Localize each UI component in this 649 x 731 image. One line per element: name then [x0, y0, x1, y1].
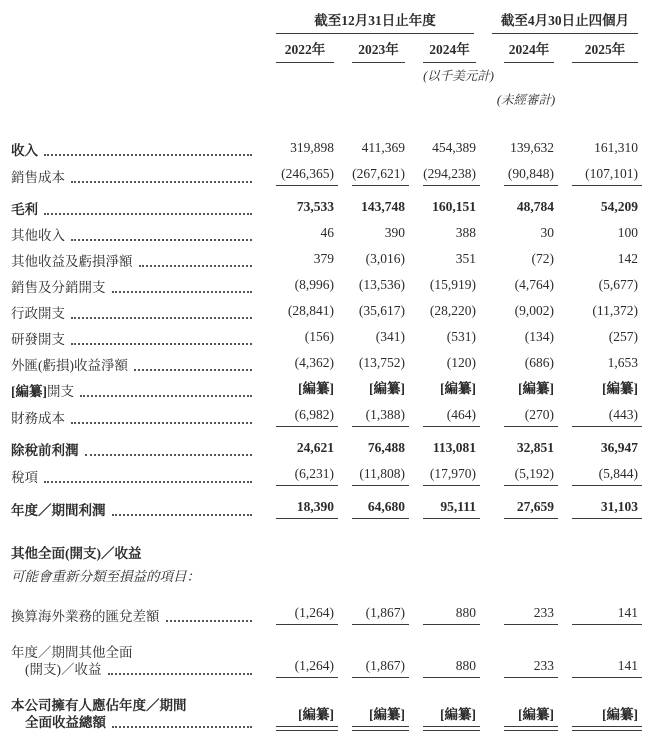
dot-leader — [44, 154, 252, 156]
table-row — [10, 270, 642, 296]
year-header-2022: 2022年 — [256, 34, 338, 63]
cell-value: (3,016) — [365, 251, 405, 266]
table-row — [10, 296, 642, 322]
cell-value: 54,209 — [600, 199, 639, 214]
dot-leader — [139, 265, 253, 267]
row-label: 年度／期間利潤 — [10, 486, 256, 519]
cell-value: [編纂] — [409, 678, 480, 731]
cell-value: (1,867) — [338, 585, 409, 625]
table-row — [10, 486, 642, 519]
cell-value: (294,238) — [409, 159, 480, 186]
cell-value: (72) — [531, 251, 555, 266]
cell-value: 379 — [313, 251, 334, 266]
cell-value: (11,372) — [592, 303, 639, 318]
dot-leader — [85, 454, 253, 456]
column-gap — [480, 486, 490, 519]
cell-value: 76,488 — [367, 440, 405, 455]
unit-note: (以千美元計) — [423, 69, 494, 83]
cell-value: (15,919) — [429, 277, 477, 292]
cell-value: [編纂] — [602, 381, 639, 396]
row-label: 研發開支 — [10, 322, 256, 348]
table-row — [10, 218, 642, 244]
cell-value: [編纂] — [558, 678, 642, 731]
cell-value: 454,389 — [432, 140, 477, 155]
cell-value: (341) — [375, 329, 405, 344]
table-row — [10, 625, 642, 678]
cell-value: 880 — [409, 585, 480, 625]
dot-leader — [71, 317, 252, 319]
header-spacer — [10, 8, 256, 34]
table-row — [10, 562, 642, 585]
row-label: 除稅前利潤 — [10, 427, 256, 459]
cell-value: 30 — [540, 225, 555, 240]
row-label: 其他收入 — [10, 218, 256, 244]
dot-leader — [71, 181, 252, 183]
column-gap — [480, 348, 490, 374]
table-row — [10, 678, 642, 731]
table-row — [10, 459, 642, 486]
cell-value: (443) — [558, 400, 642, 427]
column-gap — [480, 296, 490, 322]
row-label: 本公司擁有人應佔年度／期間 全面收益總額 — [10, 678, 256, 731]
dot-leader — [71, 343, 252, 345]
table-row — [10, 322, 642, 348]
cell-value: 141 — [558, 625, 642, 678]
cell-value: 390 — [384, 225, 405, 240]
table-row — [10, 159, 642, 186]
unaudited-note-row — [10, 85, 642, 109]
cell-value: (267,621) — [338, 159, 409, 186]
row-label: 其他收益及虧損淨額 — [10, 244, 256, 270]
cell-value: 31,103 — [558, 486, 642, 519]
column-gap — [480, 678, 490, 731]
table-row — [10, 109, 642, 159]
column-gap — [480, 459, 490, 486]
cell-value: 411,369 — [361, 140, 405, 155]
column-gap — [480, 270, 490, 296]
dot-leader — [112, 726, 252, 728]
unaudited-note: (未經審計) — [496, 93, 556, 107]
cell-value: (1,388) — [338, 400, 409, 427]
cell-value: (120) — [446, 355, 477, 370]
period-group-annual-label: 截至12月31日止年度 — [276, 8, 474, 34]
dot-leader — [112, 291, 253, 293]
table-body — [10, 109, 642, 731]
period-group-interim — [490, 8, 642, 34]
column-gap — [480, 625, 490, 678]
cell-value: 388 — [455, 225, 477, 240]
column-gap — [480, 186, 490, 218]
dot-leader — [71, 239, 252, 241]
row-label: 財務成本 — [10, 400, 256, 427]
column-gap — [480, 244, 490, 270]
column-gap — [480, 427, 490, 459]
cell-value: 319,898 — [290, 140, 334, 155]
table-row — [10, 186, 642, 218]
cell-value: 161,310 — [594, 140, 639, 155]
column-gap — [480, 585, 490, 625]
cell-value: 139,632 — [510, 140, 555, 155]
row-label: 換算海外業務的匯兌差額 — [10, 585, 256, 625]
cell-value: [編纂] — [256, 678, 338, 731]
period-group-annual — [256, 8, 480, 34]
row-label: 收入 — [10, 109, 256, 159]
cell-value: (1,867) — [338, 625, 409, 678]
table-row — [10, 585, 642, 625]
row-label: 可能會重新分類至損益的項目： — [11, 569, 200, 584]
cell-value: (6,982) — [256, 400, 338, 427]
header-gap — [480, 34, 490, 63]
table-row — [10, 519, 642, 562]
row-label: 銷售及分銷開支 — [10, 270, 256, 296]
table-row — [10, 244, 642, 270]
cell-value: [編纂] — [338, 678, 409, 731]
cell-value: (90,848) — [490, 159, 558, 186]
cell-value: [編纂] — [440, 381, 477, 396]
cell-value: [編纂] — [518, 381, 555, 396]
cell-value: 36,947 — [600, 440, 639, 455]
cell-value: (464) — [409, 400, 480, 427]
cell-value: (4,764) — [514, 277, 555, 292]
period-group-interim-label: 截至4月30日止四個月 — [492, 8, 638, 34]
cell-value: 142 — [617, 251, 639, 266]
column-gap — [480, 400, 490, 427]
row-label: 銷售成本 — [10, 159, 256, 186]
year-header-2023: 2023年 — [338, 34, 409, 63]
table-row — [10, 427, 642, 459]
row-label: 年度／期間其他全面 (開支)／收益 — [10, 625, 256, 678]
cell-value: (531) — [446, 329, 477, 344]
table-row — [10, 400, 642, 427]
unit-note-cell — [409, 63, 494, 85]
column-gap — [480, 159, 490, 186]
cell-value: (17,970) — [409, 459, 480, 486]
year-header-2024-interim: 2024年 — [490, 34, 558, 63]
cell-value: 351 — [455, 251, 477, 266]
cell-value: [編纂] — [298, 381, 334, 396]
cell-value: (28,220) — [429, 303, 477, 318]
table-row — [10, 348, 642, 374]
dot-leader — [112, 514, 253, 516]
dot-leader — [44, 213, 252, 215]
cell-value: (13,752) — [358, 355, 405, 370]
cell-value: (4,362) — [294, 355, 334, 370]
cell-value: (257) — [608, 329, 639, 344]
cell-value: (35,617) — [358, 303, 405, 318]
cell-value: [編纂] — [369, 381, 405, 396]
dot-leader — [108, 673, 253, 675]
cell-value: (8,996) — [294, 277, 334, 292]
cell-value: (5,677) — [598, 277, 639, 292]
column-gap — [480, 109, 490, 159]
row-label: [編纂] 開支 — [10, 374, 256, 400]
cell-value: (28,841) — [287, 303, 334, 318]
column-gap — [480, 374, 490, 400]
dot-leader — [134, 369, 252, 371]
period-group-row — [10, 8, 642, 34]
cell-value: (107,101) — [558, 159, 642, 186]
header-gap — [480, 8, 490, 34]
year-header-2024: 2024年 — [409, 34, 480, 63]
cell-value: (134) — [524, 329, 555, 344]
cell-value: 1,653 — [607, 355, 639, 370]
row-label: 毛利 — [10, 186, 256, 218]
cell-value: 24,621 — [296, 440, 334, 455]
row-label: 稅項 — [10, 459, 256, 486]
cell-value: 64,680 — [338, 486, 409, 519]
cell-value: 143,748 — [361, 199, 405, 214]
cell-value: (5,192) — [490, 459, 558, 486]
cell-value: (686) — [524, 355, 555, 370]
cell-value: 100 — [617, 225, 639, 240]
row-label: 外匯(虧損)收益淨額 — [10, 348, 256, 374]
cell-value: (1,264) — [256, 585, 338, 625]
income-statement-table — [10, 8, 642, 731]
table-row — [10, 374, 642, 400]
cell-value: 233 — [490, 585, 558, 625]
cell-value: 27,659 — [490, 486, 558, 519]
cell-value: 233 — [490, 625, 558, 678]
cell-value: 18,390 — [256, 486, 338, 519]
cell-value: 73,533 — [296, 199, 334, 214]
column-gap — [480, 322, 490, 348]
cell-value: (156) — [304, 329, 334, 344]
year-header-row — [10, 34, 642, 63]
cell-value: [編纂] — [490, 678, 558, 731]
dot-leader — [80, 395, 252, 397]
dot-leader — [166, 620, 253, 622]
cell-value: 113,081 — [432, 440, 477, 455]
cell-value: (5,844) — [558, 459, 642, 486]
cell-value: (9,002) — [514, 303, 555, 318]
cell-value: 46 — [320, 225, 334, 240]
unit-note-row — [10, 63, 642, 85]
cell-value: 48,784 — [516, 199, 555, 214]
header-spacer — [10, 34, 256, 63]
cell-value: (11,808) — [338, 459, 409, 486]
row-label: 其他全面(開支)／收益 — [11, 546, 142, 561]
cell-value: 160,151 — [432, 199, 477, 214]
cell-value: (270) — [490, 400, 558, 427]
cell-value: (1,264) — [256, 625, 338, 678]
dot-leader — [44, 481, 252, 483]
cell-value: (6,231) — [256, 459, 338, 486]
row-label: 行政開支 — [10, 296, 256, 322]
cell-value: (246,365) — [256, 159, 338, 186]
dot-leader — [71, 422, 252, 424]
unaudited-note-cell — [490, 85, 558, 109]
column-gap — [480, 218, 490, 244]
cell-value: 880 — [409, 625, 480, 678]
cell-value: (13,536) — [358, 277, 405, 292]
cell-value: 95,111 — [409, 486, 480, 519]
year-header-2025: 2025年 — [558, 34, 642, 63]
page — [0, 8, 649, 730]
cell-value: 32,851 — [516, 440, 555, 455]
cell-value: 141 — [558, 585, 642, 625]
